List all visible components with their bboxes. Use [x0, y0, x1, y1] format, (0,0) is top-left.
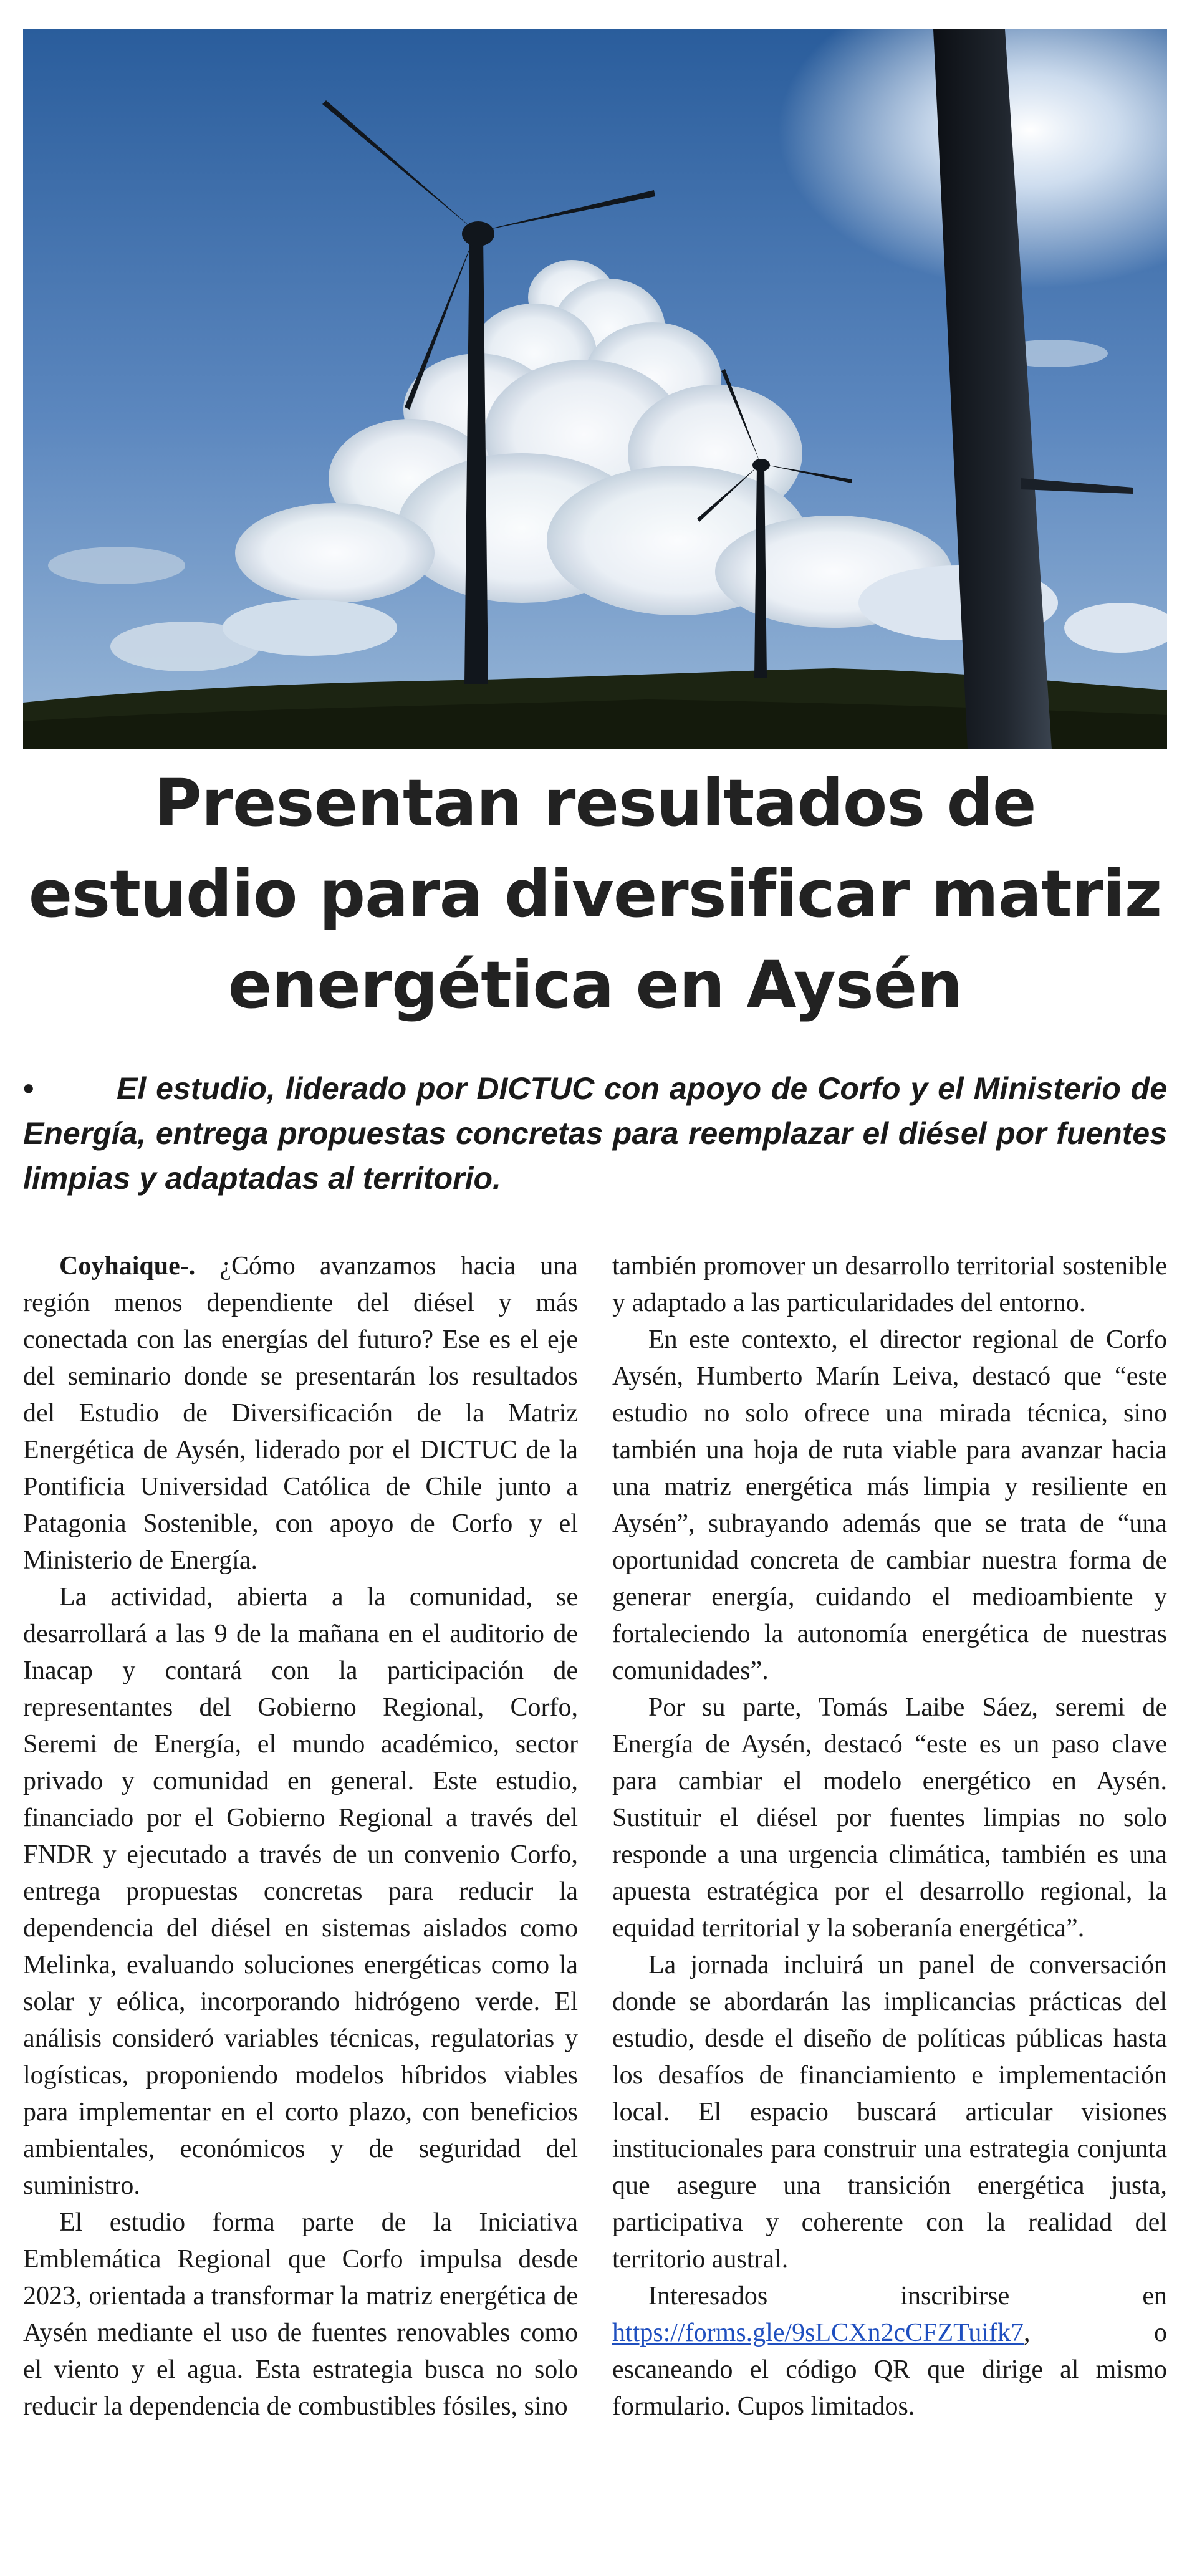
body-paragraph: Interesados inscribirse en https://forms.gle/9sLCXn2cCFZTuifk7, o escaneando el código QR que dirige al mismo formulario. Cupos limitados.	[612, 2282, 1167, 2421]
body-column-right	[612, 1248, 1167, 2564]
registration-form-link[interactable]: https://forms.gle/9sLCXn2cCFZTuifk7	[612, 2319, 1024, 2347]
lead-text: El estudio, liderado por DICTUC con apoyo de Corfo y el Ministerio de Energía, entrega propuestas concretas para reemplazar el diésel por fuentes limpias y adaptadas al territorio.	[23, 1071, 1167, 1196]
body-paragraph: La actividad, abierta a la comunidad, se desarrollará a las 9 de la mañana en el auditorio de Inacap y contará con la participación de representantes del Gobierno Regional, Corfo, Seremi de Energía, el mundo académico, sector privado y comunidad en general. Este estudio, financiado por el Gobierno Regional a través del FNDR y ejecutado a través de un convenio Corfo, entrega propuestas concretas para reducir la dependencia del diésel en sistemas aislados como Melinka, evaluando soluciones energéticas como la solar y eólica, incorporando hidrógeno verde. El análisis consideró variables técnicas, regulatorias y logísticas, proponiendo modelos híbridos viables para implementar en el corto plazo, con beneficios ambientales, económicos y de seguridad del suministro.	[23, 1583, 578, 2200]
wind-turbines-illustration	[23, 29, 1167, 749]
article-body	[23, 1248, 1167, 2564]
dateline: Coyhaique-.	[59, 1252, 196, 1281]
body-paragraph: En este contexto, el director regional de Corfo Aysén, Humberto Marín Leiva, destacó que “este estudio no solo ofrece una mirada técnica, sino también una hoja de ruta viable para avanzar hacia una matriz energética más limpia y resiliente en Aysén”, subrayando además que se trata de “una oportunidad concreta de cambiar nuestra forma de generar energía, cuidando el medioambiente y fortaleciendo la autonomía energética de nuestras comunidades”.	[612, 1325, 1167, 1685]
body-paragraph: Coyhaique-. ¿Cómo avanzamos hacia una región menos dependiente del diésel y más conectada con las energías del futuro? Ese es el eje del seminario donde se presentarán los resultados del Estudio de Diversificación de la Matriz Energética de Aysén, liderado por el DICTUC de la Pontificia Universidad Católica de Chile junto a Patagonia Sostenible, con apoyo de Corfo y el Ministerio de Energía.	[23, 1252, 578, 1575]
article-lead	[23, 1066, 1167, 1201]
body-paragraph: El estudio forma parte de la Iniciativa Emblemática Regional que Corfo impulsa desde 2023, orientada a transformar la matriz energética de Aysén mediante el uso de fuentes renovables como el viento y el agua. Esta estrategia busca no solo reducir la dependencia de combustibles fósiles, sino	[23, 2208, 578, 2421]
wind-turbines-photo	[23, 29, 1167, 749]
body-paragraph-continued: también promover un desarrollo territorial sostenible y adaptado a las particularidades del entorno.	[612, 1252, 1167, 1317]
body-paragraph: La jornada incluirá un panel de conversación donde se abordarán las implicancias prácticas del estudio, desde el diseño de políticas públicas hasta los desafíos de financiamiento e implementación local. El espacio buscará articular visiones institucionales para construir una estrategia conjunta que asegure una transición energética justa, participativa y coherente con la realidad del territorio austral.	[612, 1951, 1167, 2274]
body-column-left	[23, 1248, 578, 2564]
article-headline: Presentan resultados de estudio para diversificar matriz energética en Aysén	[28, 765, 1162, 1023]
lead-bullet: •	[23, 1071, 34, 1106]
body-paragraph: Por su parte, Tomás Laibe Sáez, seremi de Energía de Aysén, destacó “este es un paso clave para cambiar el modelo energético en Aysén. Sustituir el diésel por fuentes limpias no solo responde a una urgencia climática, también es una apuesta estratégica por el desarrollo regional, la equidad territorial y la soberanía energética”.	[612, 1693, 1167, 1943]
